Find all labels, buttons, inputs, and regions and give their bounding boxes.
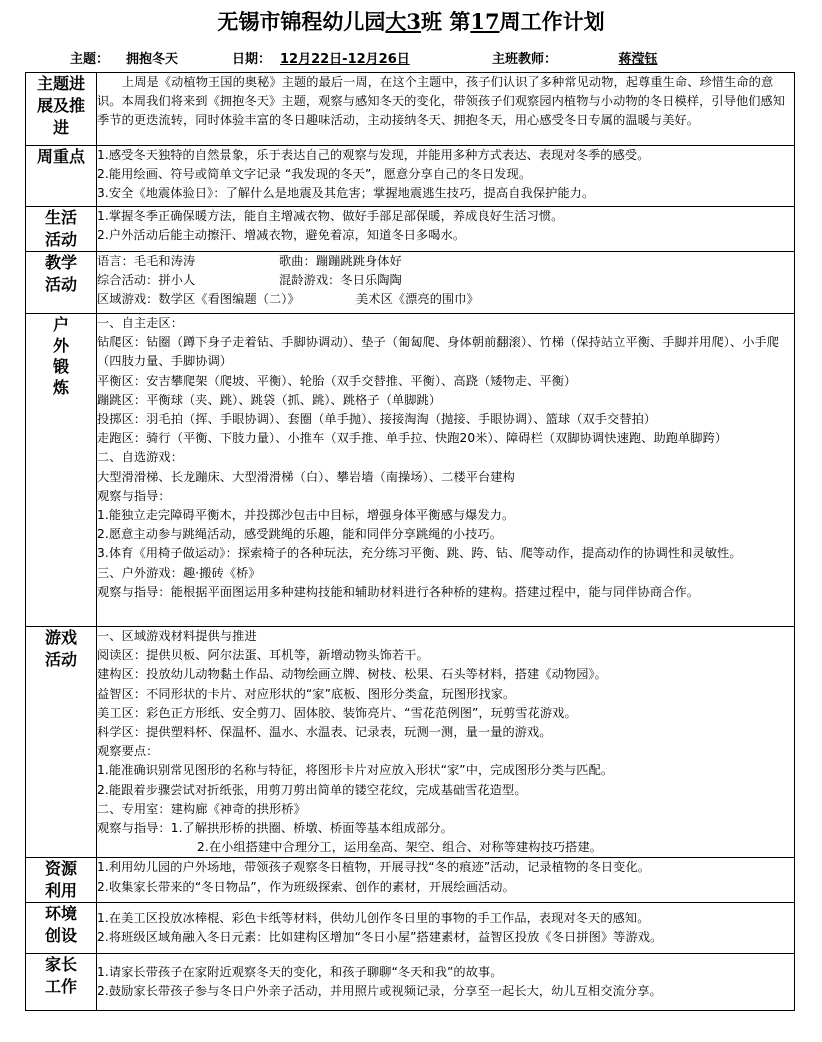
date-label: 日期： (232, 52, 272, 67)
games-line: 阅读区：提供贝板、阿尔法蛋、耳机等，新增动物头饰若干。 (97, 648, 429, 663)
title-class-suffix: 班 第 (421, 9, 471, 34)
label-line: 外 (52, 336, 69, 355)
row-games (26, 627, 795, 858)
games-line: 一、区域游戏材料提供与推进 (97, 629, 257, 643)
row-life (26, 207, 795, 252)
label-line: 资源 (44, 859, 77, 879)
label-line: 户 (52, 315, 69, 334)
teaching-language: 语言：毛毛和涛涛 (97, 254, 196, 268)
teaching-row-1 (97, 252, 794, 271)
content-progress (97, 73, 795, 146)
page-title (0, 8, 822, 36)
parents-line: 2.鼓励家长带孩子参与冬日户外亲子活动，并用照片或视频记录，分享至一起长大，幼儿互相交流分享。 (97, 984, 662, 999)
outdoor-line: 投掷区：羽毛拍（挥、手眼协调）、套圈（单手抛）、接接淘淘（抛接、手眼协调）、篮球（双手交替拍） (97, 412, 657, 427)
teacher-label: 主班教师： (492, 52, 558, 67)
label-line: 活动 (44, 275, 77, 294)
row-resources (26, 858, 795, 903)
outdoor-line: 二、自选游戏： (97, 450, 184, 465)
label-line: 家长 (44, 955, 77, 975)
parents-line: 1.请家长带孩子在家附近观察冬天的变化，和孩子聊聊“冬天和我”的故事。 (97, 965, 503, 980)
content-life (97, 207, 795, 252)
games-line: 观察与指导：1.了解拱形桥的拱圈、桥墩、桥面等基本组成部分。 (97, 821, 453, 836)
games-line: 2.在小组搭建中合理分工，运用垒高、架空、组合、对称等建构技巧搭建。 (197, 840, 603, 855)
teaching-area-games: 区域游戏：数学区《看图编题（二）》 (97, 292, 300, 307)
outdoor-line: 大型滑滑梯、长龙蹦床、大型滑滑梯（白）、攀岩墙（南操场）、二楼平台建构 (97, 469, 515, 484)
label-line: 游戏 (44, 628, 77, 647)
label-line: 环境 (44, 904, 77, 924)
outdoor-line: 一、自主走区： (97, 316, 184, 330)
games-line: 科学区：提供塑料杯、保温杯、温水、水温表、记录表，玩测一测，量一量的游戏。 (97, 725, 552, 740)
teaching-song: 歌曲：蹦蹦跳跳身体好 (279, 254, 402, 268)
label-resources (26, 858, 97, 903)
resources-line: 2.收集家长带来的“冬日物品”，作为班级探索、创作的素材，开展绘画活动。 (97, 879, 515, 894)
life-line: 1.掌握冬季正确保暖方法，能自主增减衣物、做好手部足部保暖，养成良好生活习惯。 (97, 209, 564, 223)
theme-label: 主题： (70, 52, 110, 67)
content-environment (97, 903, 795, 954)
row-environment (26, 903, 795, 954)
label-line: 主题进 (36, 74, 85, 93)
label-line: 展及推 (36, 96, 85, 115)
outdoor-line: 1.能独立走完障碍平衡木，并投掷沙包击中目标，增强身体平衡感与爆发力。 (97, 508, 515, 523)
label-focus: 周重点 (26, 146, 97, 207)
content-focus (97, 146, 795, 207)
label-line: 创设 (44, 926, 77, 946)
label-line: 活动 (44, 230, 77, 249)
title-school: 无锡市锦程幼儿园 (217, 9, 386, 34)
teaching-mixed: 混龄游戏：冬日乐陶陶 (279, 273, 402, 288)
teacher-value: 蒋滢钰 (618, 52, 658, 67)
label-progress (26, 73, 97, 146)
outdoor-line: 3.体育《用椅子做运动》：探索椅子的各种玩法，充分练习平衡、跳、跨、钻、爬等动作，提高动作的协调性和灵敏性。 (97, 546, 742, 561)
progress-text: 上周是《动植物王国的奥秘》主题的最后一周，在这个主题中，孩子们认识了多种常见动物，起尊重生命、珍惜生命的意识。本周我们将来到《拥抱冬天》主题，观察与感知冬天的变化，带领孩子们观察园内植物与小动物的冬日模样，引导他们感知季节的更迭流转，同时体验丰富的冬日趣味活动，主动接纳冬天、拥抱冬天，用心感受冬日专属的温暖与美好。 (97, 75, 786, 128)
outdoor-line: 走跑区：骑行（平衡、下肢力量）、小推车（双手推、单手拉、快跑20米）、障碍栏（双脚协调快速跑、助跑单脚跨） (97, 431, 728, 446)
label-environment (26, 903, 97, 954)
row-focus (26, 146, 795, 207)
title-suffix: 周工作计划 (499, 9, 605, 34)
content-resources (97, 858, 795, 903)
games-line: 美工区：彩色正方形纸、安全剪刀、固体胶、装饰亮片、“雪花范例图”，玩剪雪花游戏。 (97, 705, 577, 720)
life-line: 2.户外活动后能主动擦汗、增减衣物，避免着凉，知道冬日多喝水。 (97, 228, 466, 243)
games-line: 观察要点： (97, 744, 159, 759)
focus-line: 3.安全《地震体验日》：了解什么是地震及其危害；掌握地震逃生技巧，提高自我保护能力。 (97, 186, 595, 201)
label-life (26, 207, 97, 252)
content-outdoor (97, 314, 795, 627)
label-line: 活动 (44, 650, 77, 669)
games-line: 建构区：投放幼儿动物黏土作品、动物绘画立牌、树枝、松果、石头等材料，搭建《动物园》。 (97, 667, 607, 682)
outdoor-line: 2.愿意主动参与跳绳活动，感受跳绳的乐趣，能和同伴分享跳绳的小技巧。 (97, 527, 503, 542)
teaching-comprehensive: 综合活动：拼小人 (97, 273, 196, 288)
environment-line: 1.在美工区投放冰棒棍、彩色卡纸等材料，供幼儿创作冬日里的事物的手工作品，表现对冬天的感知。 (97, 911, 650, 926)
label-line: 生活 (44, 208, 77, 227)
plan-table (25, 72, 795, 1011)
label-games (26, 627, 97, 858)
row-outdoor (26, 314, 795, 627)
teaching-row-3 (97, 290, 794, 309)
label-teaching (26, 252, 97, 314)
games-line: 1.能准确识别常见图形的名称与特征，将图形卡片对应放入形状“家”中，完成图形分类与匹配。 (97, 763, 614, 778)
outdoor-line: 蹦跳区：平衡球（夹、跳）、跳袋（抓、跳）、跳格子（单脚跳） (97, 392, 442, 407)
outdoor-line: 钻爬区：钻圈（蹲下身子走着钻、手脚协调动）、垫子（匍匐爬、身体朝前翻滚）、竹梯（保持站立平衡、手脚并用爬）、小手爬（四肢力量、手脚协调） (97, 335, 780, 369)
games-line: 益智区：不同形状的卡片、对应形状的“家”底板、图形分类盒，玩图形找家。 (97, 686, 516, 701)
teaching-art-area: 美术区《漂亮的围巾》 (356, 292, 479, 307)
label-line: 利用 (44, 881, 77, 901)
theme-value: 拥抱冬天 (126, 52, 179, 67)
outdoor-line: 观察与指导：能根据平面图运用多种建构技能和辅助材料进行各种桥的建构。搭建过程中，能与同伴协商合作。 (97, 584, 700, 599)
label-line: 锻 (52, 357, 69, 376)
label-outdoor (26, 314, 97, 627)
content-parents (97, 954, 795, 1011)
focus-line: 2.能用绘画、符号或简单文字记录 “我发现的冬天”，愿意分享自己的冬日发现。 (97, 167, 532, 182)
row-progress (26, 73, 795, 146)
outdoor-line: 观察与指导： (97, 488, 171, 503)
label-parents (26, 954, 97, 1011)
meta-row (70, 50, 810, 70)
teaching-row-2 (97, 271, 794, 290)
environment-line: 2.将班级区域角融入冬日元素：比如建构区增加“冬日小屋”搭建素材，益智区投放《冬日拼图》等游戏。 (97, 930, 663, 945)
label-line: 进 (52, 118, 69, 137)
label-line: 教学 (44, 253, 77, 272)
content-games (97, 627, 795, 858)
label-line: 工作 (44, 977, 77, 997)
row-teaching (26, 252, 795, 314)
title-class: 大3 (385, 9, 422, 34)
resources-line: 1.利用幼儿园的户外场地，带领孩子观察冬日植物，开展寻找“冬的痕迹”活动，记录植物的冬日变化。 (97, 860, 651, 875)
label-line: 炼 (52, 378, 69, 397)
content-teaching (97, 252, 795, 314)
games-line: 二、专用室：建构廊《神奇的拱形桥》 (97, 801, 306, 816)
games-line: 2.能跟着步骤尝试对折纸张，用剪刀剪出简单的镂空花纹，完成基础雪花造型。 (97, 782, 527, 797)
focus-line: 1.感受冬天独特的自然景象，乐于表达自己的观察与发现，并能用多种方式表达、表现对冬季的感受。 (97, 148, 650, 162)
row-parents (26, 954, 795, 1011)
outdoor-line: 平衡区：安吉攀爬架（爬坡、平衡）、轮胎（双手交替推、平衡）、高跷（矮物走、平衡） (97, 373, 577, 388)
outdoor-line: 三、户外游戏：趣·搬砖《桥》 (97, 565, 261, 580)
title-week: 17 (470, 9, 500, 34)
date-value: 12月22日-12月26日 (280, 52, 410, 67)
